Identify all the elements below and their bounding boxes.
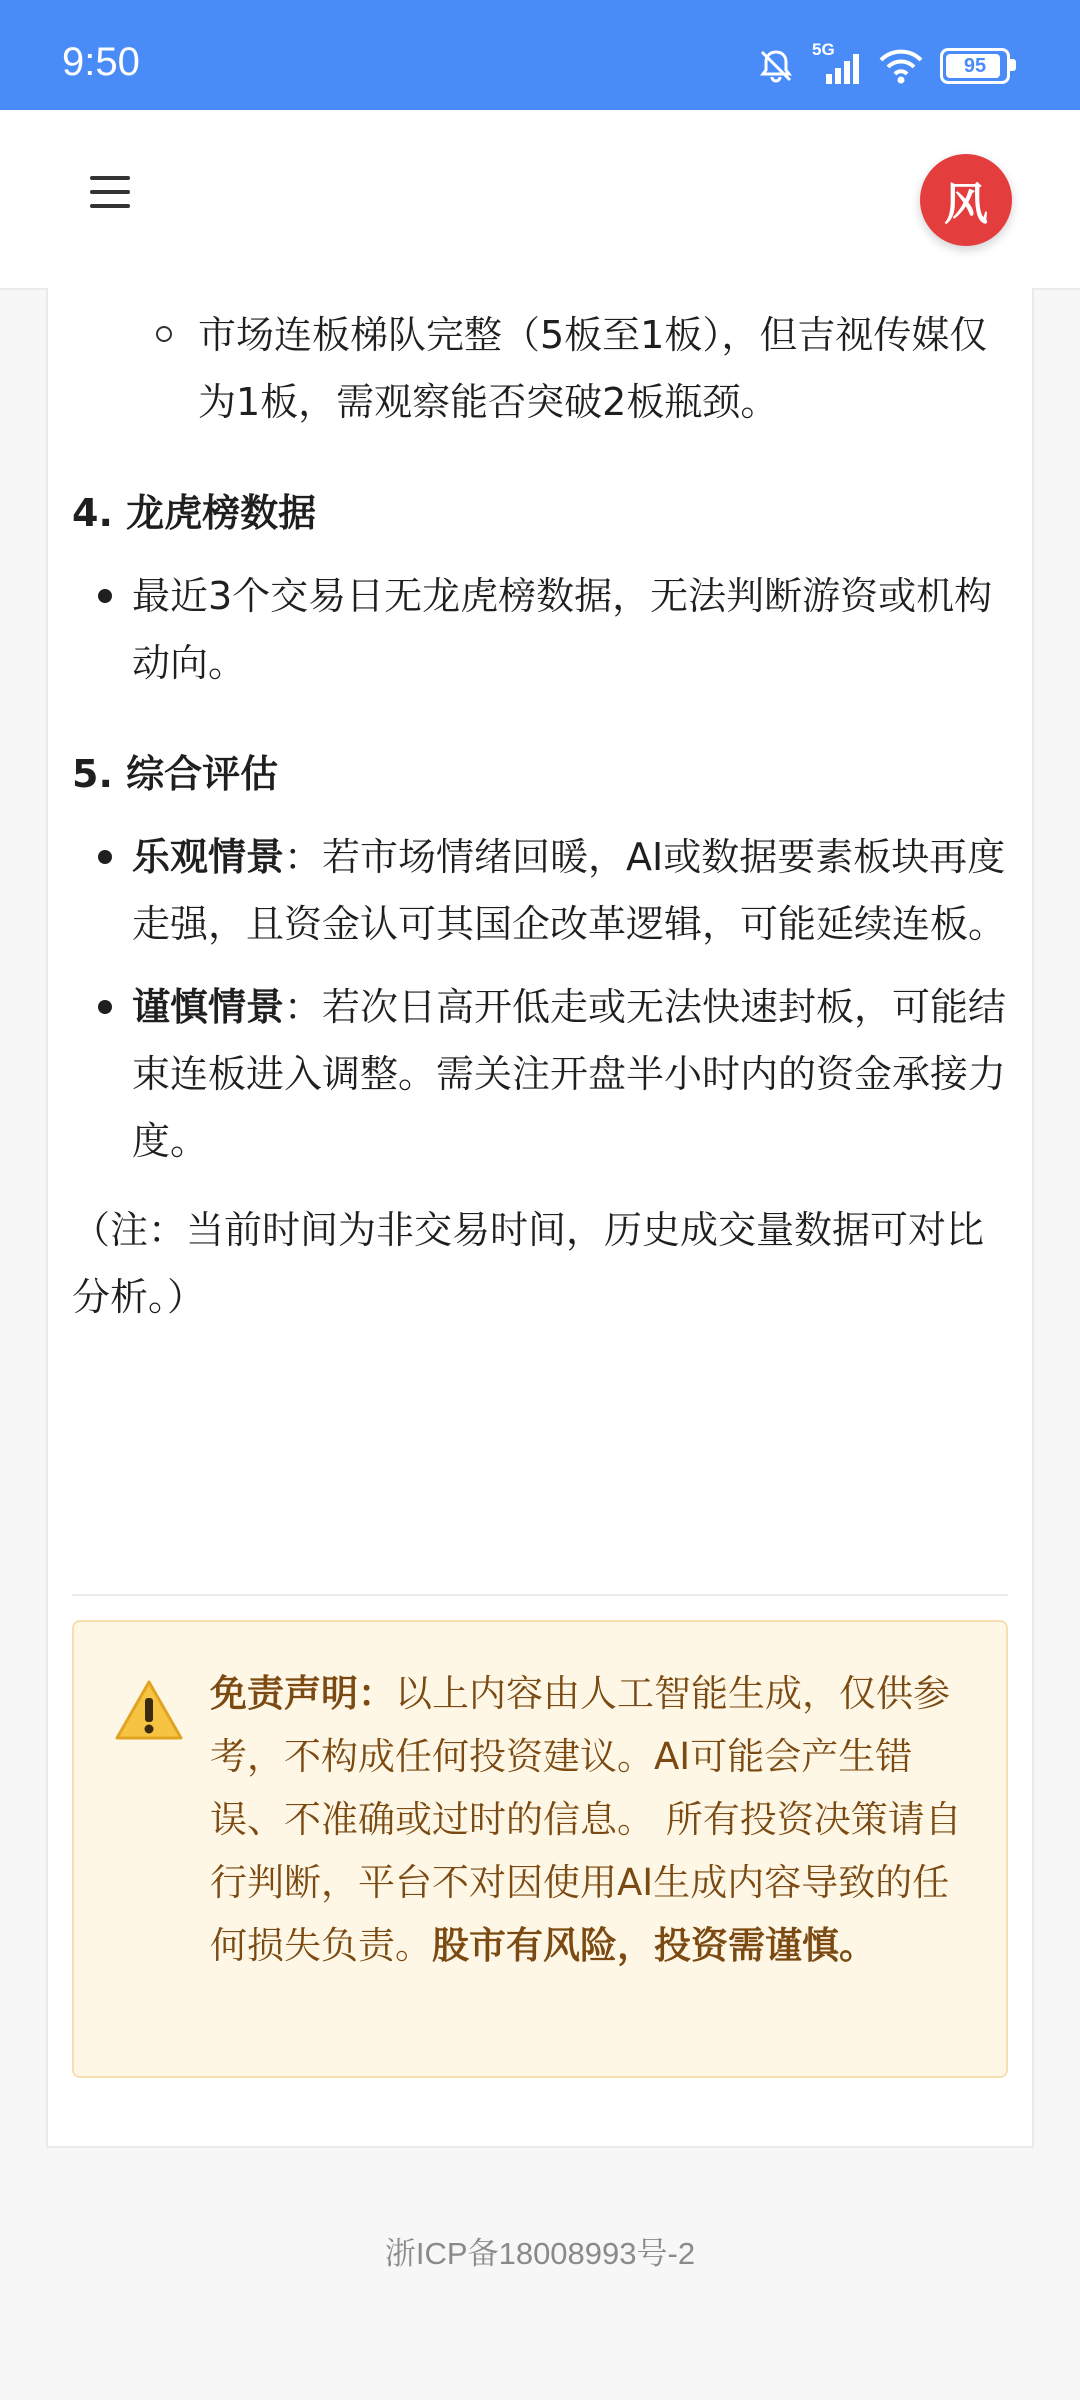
list-item-text: 市场连板梯队完整（5板至1板），但吉视传媒仅为1板，需观察能否突破2板瓶颈。 (198, 313, 988, 424)
note-text: （注：当前时间为非交易时间，历史成交量数据可对比分析。） (72, 1208, 985, 1319)
warning-icon (114, 1678, 184, 1742)
disclaimer-body: 以上内容由人工智能生成，仅供参考，不构成任何投资建议。AI可能会产生错误、不准确或过时的信息。 所有投资决策请自行判断，平台不对因使用AI生成内容导致的任何损失负责。 (210, 1672, 962, 1967)
section-number: 5. (72, 752, 113, 796)
wifi-icon (878, 46, 924, 86)
battery-level: 95 (963, 54, 987, 77)
section-title: 龙虎榜数据 (126, 491, 317, 535)
list-item (72, 302, 1008, 436)
battery-icon (940, 48, 1010, 84)
status-bar (0, 0, 1080, 110)
content-card (46, 288, 1034, 2148)
disclaimer-text (210, 1662, 970, 1977)
section-heading (72, 741, 1008, 808)
disclaimer-title: 免责声明： (210, 1672, 395, 1715)
network-type: 5G (812, 40, 835, 59)
bullet-icon (98, 1000, 112, 1014)
divider (72, 1594, 1008, 1596)
list-item-label: 谨慎情景 (132, 985, 285, 1029)
list-item-text: ：若市场情绪回暖，AI或数据要素板块再度走强，且资金认可其国企改革逻辑，可能延续连板。 (132, 835, 1007, 946)
list-item (72, 824, 1008, 958)
disclaimer-box (72, 1620, 1008, 2078)
bullet-icon (98, 589, 112, 603)
list-item (72, 563, 1008, 697)
list-item (72, 974, 1008, 1175)
bullet-icon (98, 850, 112, 864)
app-header (0, 110, 1080, 290)
disclaimer-emphasis: 股市有风险，投资需谨慎。 (432, 1924, 876, 1967)
section-title: 综合评估 (126, 752, 279, 796)
icp-footer[interactable]: 浙ICP备18008993号-2 (384, 2236, 696, 2271)
list-item-text: ：若次日高开低走或无法快速封板，可能结束连板进入调整。需关注开盘半小时内的资金承接力度。 (132, 985, 1007, 1163)
circle-bullet-icon (156, 326, 172, 342)
article-content (72, 288, 1008, 1331)
status-time: 9:50 (62, 40, 140, 84)
section-number: 4. (72, 491, 113, 535)
bell-muted-icon (756, 46, 796, 86)
hamburger-menu-icon[interactable] (90, 176, 130, 216)
avatar[interactable]: 风 (920, 154, 1012, 246)
signal-icon (812, 40, 862, 86)
status-icons (756, 40, 1010, 88)
list-item-text: 最近3个交易日无龙虎榜数据，无法判断游资或机构动向。 (132, 574, 993, 685)
section-heading (72, 480, 1008, 547)
list-item-label: 乐观情景 (132, 835, 285, 879)
